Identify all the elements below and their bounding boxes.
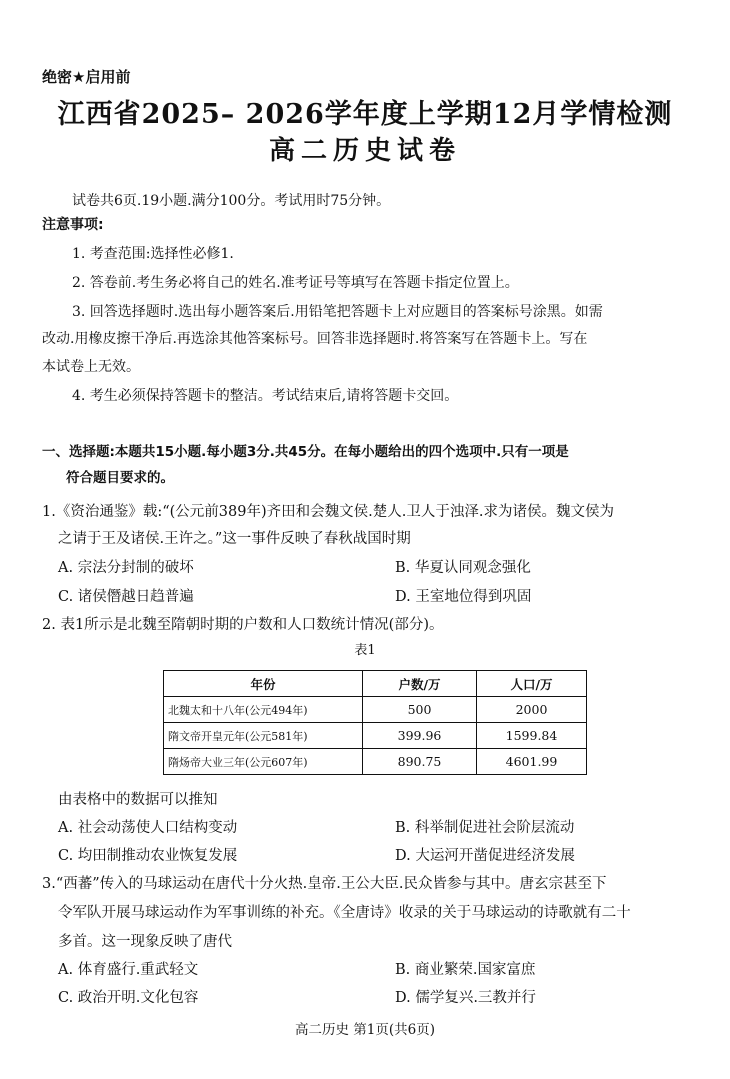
subject-title: 高二历史试卷 [268, 136, 461, 166]
question-2-stem: 由表格中的数据可以推知 [58, 792, 218, 808]
table-header-row [164, 671, 587, 697]
notice-item-3-line2: 改动.用橡皮擦干净后.再选涂其他答案标号。回答非选择题时.将答案写在答题卡上。写在 [42, 331, 588, 347]
question-3-line3: 多首。这一现象反映了唐代 [58, 934, 232, 950]
notice-item-1: 1. 考查范围:选择性必修1. [72, 246, 234, 262]
table-row [164, 749, 587, 775]
question-2-option-b: B. 科举制促进社会阶层流动 [395, 820, 575, 836]
question-1-option-d: D. 王室地位得到巩固 [395, 589, 532, 605]
page-footer: 高二历史 第1页(共6页) [294, 1022, 435, 1038]
question-3-line2: 令军队开展马球运动作为军事训练的补充。《全唐诗》收录的关于马球运动的诗歌就有二十 [58, 905, 631, 921]
table-cell-population: 1599.84 [477, 723, 587, 749]
exam-title: 江西省2025– 2026学年度上学期12月学情检测 [57, 99, 673, 130]
question-2-option-c: C. 均田制推动农业恢复发展 [58, 848, 238, 864]
question-3-option-b: B. 商业繁荣.国家富庶 [395, 962, 536, 978]
section-heading: 一、选择题:本题共15小题.每小题3分.共45分。在每小题给出的四个选项中.只有一项是 [42, 444, 569, 460]
question-1-option-a: A. 宗法分封制的破坏 [58, 560, 194, 576]
question-2-option-a: A. 社会动荡使人口结构变动 [58, 820, 238, 836]
notice-heading: 注意事项: [42, 217, 104, 233]
question-1-line1: 1.《资治通鉴》载:“(公元前389年)齐田和会魏文侯.楚人.卫人于浊泽.求为诸侯。魏文侯为 [42, 504, 614, 520]
section-heading-cont: 符合题目要求的。 [66, 470, 174, 486]
notice-item-4: 4. 考生必须保持答题卡的整洁。考试结束后,请将答题卡交回。 [72, 388, 459, 404]
question-2-line1: 2. 表1所示是北魏至隋朝时期的户数和人口数统计情况(部分)。 [42, 617, 444, 633]
table-cell-year: 隋文帝开皇元年(公元581年) [164, 723, 363, 749]
table-row [164, 723, 587, 749]
notice-item-2: 2. 答卷前.考生务必将自己的姓名.准考证号等填写在答题卡指定位置上。 [72, 275, 519, 291]
table-cell-year: 北魏太和十八年(公元494年) [164, 697, 363, 723]
table-header-year: 年份 [164, 671, 363, 697]
question-3-option-a: A. 体育盛行.重武轻文 [58, 962, 199, 978]
table-header-households: 户数/万 [363, 671, 477, 697]
notice-item-3-line1: 3. 回答选择题时.选出每小题答案后.用铅笔把答题卡上对应题目的答案标号涂黑。如需 [72, 304, 603, 320]
table-header-population: 人口/万 [477, 671, 587, 697]
question-1-option-c: C. 诸侯僭越日趋普遍 [58, 589, 194, 605]
confidential-mark: 绝密★启用前 [42, 68, 131, 86]
table-cell-population: 2000 [477, 697, 587, 723]
question-3-option-d: D. 儒学复兴.三教并行 [395, 990, 536, 1006]
table-cell-households: 399.96 [363, 723, 477, 749]
question-1-line2: 之请于王及诸侯.王许之。”这一事件反映了春秋战国时期 [58, 531, 411, 547]
question-2-option-d: D. 大运河开凿促进经济发展 [395, 848, 575, 864]
table-cell-households: 890.75 [363, 749, 477, 775]
notice-item-3-line3: 本试卷上无效。 [42, 359, 140, 375]
question-1-option-b: B. 华夏认同观念强化 [395, 560, 531, 576]
question-3-line1: 3.“西蕃”传入的马球运动在唐代十分火热.皇帝.王公大臣.民众皆参与其中。唐玄宗甚至下 [42, 876, 607, 892]
table-cell-year: 隋炀帝大业三年(公元607年) [164, 749, 363, 775]
population-table [163, 670, 587, 775]
exam-intro: 试卷共6页.19小题.满分100分。考试用时75分钟。 [72, 193, 391, 209]
table-caption: 表1 [354, 643, 376, 658]
table-cell-households: 500 [363, 697, 477, 723]
table-cell-population: 4601.99 [477, 749, 587, 775]
table-row [164, 697, 587, 723]
question-3-option-c: C. 政治开明.文化包容 [58, 990, 199, 1006]
